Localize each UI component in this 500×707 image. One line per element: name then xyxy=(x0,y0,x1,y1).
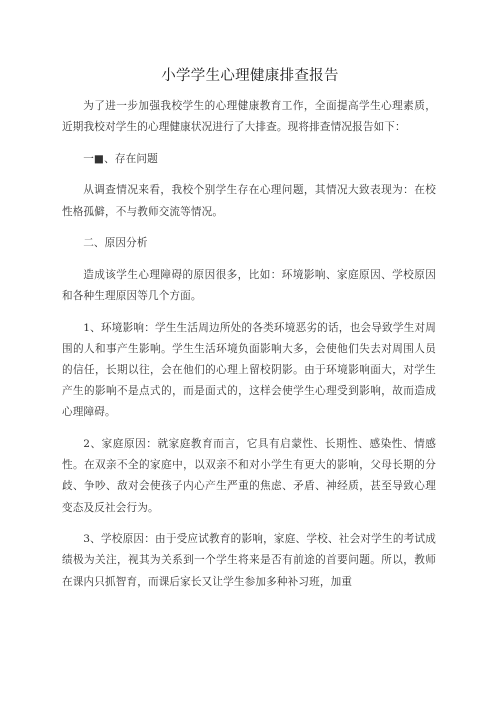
document-title: 小学学生心理健康排查报告 xyxy=(161,68,339,84)
intro-paragraph: 为了进一步加强我校学生的心理健康教育工作，全面提高学生心理素质，近期我校对学生的心理健康状况进行了大排查。现将排查情况报告如下： xyxy=(62,100,436,134)
environment-paragraph: 1、环境影响：学生生活周边所处的各类环境恶劣的话，也会导致学生对周围的人和事产生影响。学生生活环境负面影响大多，会使他们失去对周围人员的信任，长期以往，会在他们的心理上留校阴影。由于环境影响面大，对学生产生的影响不是点式的，而是面式的，这样会使学生心理受到影响，故而造成心理障碍。 xyxy=(62,321,436,419)
document-body xyxy=(62,96,436,603)
section-heading-problems: 一■、存在问题 xyxy=(83,152,158,165)
section-heading-analysis: 二、原因分析 xyxy=(83,237,148,250)
analysis-intro-paragraph: 造成该学生心理障碍的原因很多，比如：环境影响、家庭原因、学校原因和各种生理原因等几个方面。 xyxy=(62,268,436,302)
school-paragraph: 3、学校原因：由于受应试教育的影响，家庭、学校、社会对学生的考试成绩极为关注，视其为关系到一个学生将来是否有前途的首要问题。所以，教师在课内只抓智育，而课后家长又让学生参加多种补习班，加重 xyxy=(62,533,436,588)
problems-paragraph: 从调查情况来看，我校个别学生存在心理问题，其情况大致表现为：在校性格孤僻，不与教师交流等情况。 xyxy=(62,184,436,218)
family-paragraph: 2、家庭原因：就家庭教育而言，它具有启蒙性、长期性、感染性、情感性。在双亲不全的家庭中，以双亲不和对小学生有更大的影响，父母长期的分歧、争吵、敌对会使孩子内心产生严重的焦虑、矛盾、神经质，甚至导致心理变态及反社会行为。 xyxy=(62,437,436,514)
